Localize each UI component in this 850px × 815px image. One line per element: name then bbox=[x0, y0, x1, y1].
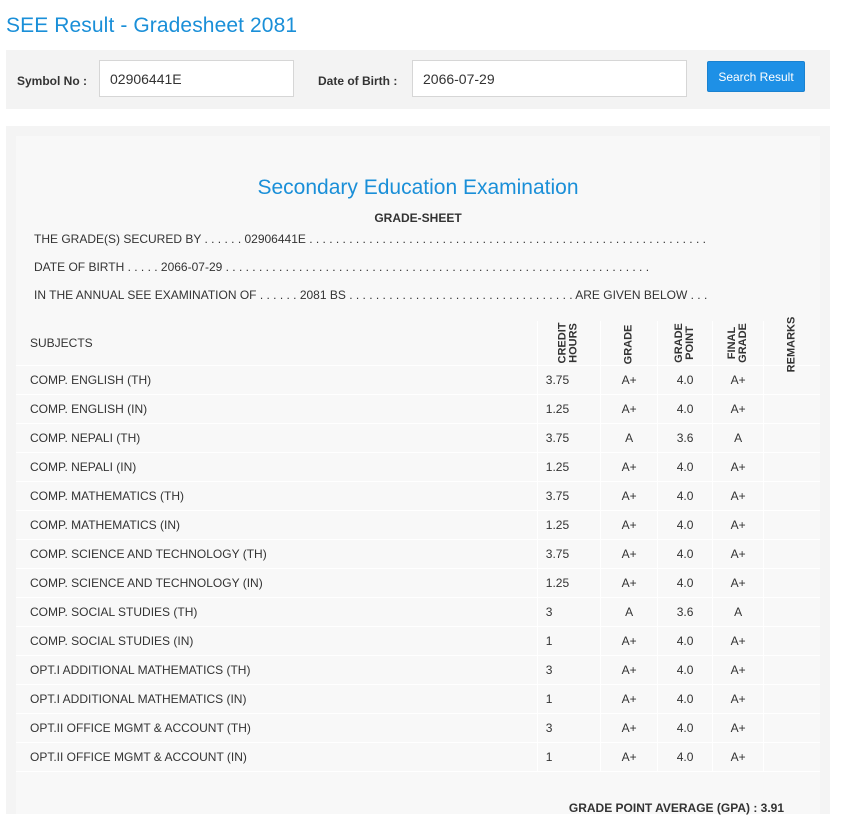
grade-point-cell: 4.0 bbox=[658, 685, 712, 714]
subject-cell: OPT.II OFFICE MGMT & ACCOUNT (TH) bbox=[16, 714, 537, 743]
table-row bbox=[16, 598, 820, 627]
grade-point-cell: 4.0 bbox=[658, 714, 712, 743]
credit-hours-cell: 1.25 bbox=[537, 569, 600, 598]
subject-cell: COMP. ENGLISH (IN) bbox=[16, 395, 537, 424]
table-row bbox=[16, 743, 820, 772]
remarks-cell bbox=[764, 511, 820, 540]
page-title: SEE Result - Gradesheet 2081 bbox=[6, 14, 298, 37]
grade-cell: A+ bbox=[600, 569, 657, 598]
final-grade-cell: A+ bbox=[712, 511, 764, 540]
gradesheet-panel bbox=[6, 126, 830, 814]
final-grade-cell: A+ bbox=[712, 395, 764, 424]
subject-cell: COMP. NEPALI (IN) bbox=[16, 453, 537, 482]
final-grade-cell: A+ bbox=[712, 482, 764, 511]
grade-cell: A+ bbox=[600, 627, 657, 656]
final-grade-cell: A+ bbox=[712, 685, 764, 714]
grade-point-cell: 4.0 bbox=[658, 627, 712, 656]
grade-cell: A+ bbox=[600, 511, 657, 540]
header-credit-hours-cell bbox=[537, 321, 600, 366]
credit-hours-cell: 3.75 bbox=[537, 366, 600, 395]
grade-cell: A bbox=[600, 424, 657, 453]
symbol-label: Symbol No : bbox=[17, 74, 88, 88]
final-grade-cell: A bbox=[712, 424, 764, 453]
subject-cell: COMP. SOCIAL STUDIES (TH) bbox=[16, 598, 537, 627]
date-of-birth-line: DATE OF BIRTH . . . . . 2066-07-29 . . . . . . . . . . . . . . . . . . . . . . . . . . . . . . . . . . . . . . . . . . . . . . . . . . . . . . . . . . . . . . . . bbox=[34, 260, 650, 274]
grade-point-cell: 4.0 bbox=[658, 540, 712, 569]
grade-point-cell: 4.0 bbox=[658, 743, 712, 772]
grade-point-cell: 4.0 bbox=[658, 511, 712, 540]
grade-cell: A+ bbox=[600, 540, 657, 569]
grade-point-cell: 4.0 bbox=[658, 482, 712, 511]
remarks-cell bbox=[764, 743, 820, 772]
examination-line: IN THE ANNUAL SEE EXAMINATION OF . . . . . . 2081 BS . . . . . . . . . . . . . . . . . . . . . . . . . . . . . . . . . . ARE GIVEN BELOW . . . bbox=[34, 288, 708, 302]
grade-point-cell: 4.0 bbox=[658, 453, 712, 482]
header-final-grade-cell bbox=[712, 321, 764, 366]
gpa-summary: GRADE POINT AVERAGE (GPA) : 3.91 bbox=[568, 801, 784, 815]
exam-title: Secondary Education Examination bbox=[257, 176, 579, 199]
remarks-cell bbox=[764, 424, 820, 453]
grade-point-cell: 4.0 bbox=[658, 656, 712, 685]
credit-hours-cell: 1 bbox=[537, 685, 600, 714]
header-remarks-cell bbox=[764, 316, 820, 373]
grade-point-cell: 3.6 bbox=[658, 424, 712, 453]
header-remarks: REMARKS bbox=[785, 316, 798, 373]
grades-table bbox=[16, 316, 820, 772]
final-grade-cell: A+ bbox=[712, 743, 764, 772]
table-row bbox=[16, 569, 820, 598]
credit-hours-cell: 3 bbox=[537, 656, 600, 685]
symbol-number-input[interactable] bbox=[99, 60, 294, 97]
grade-point-cell: 4.0 bbox=[658, 395, 712, 424]
grade-cell: A+ bbox=[600, 482, 657, 511]
final-grade-cell: A+ bbox=[712, 453, 764, 482]
grade-point-cell: 4.0 bbox=[658, 366, 712, 395]
header-final-grade: FINAL GRADE bbox=[726, 323, 750, 363]
table-header-row bbox=[16, 321, 820, 366]
header-grade-cell bbox=[600, 321, 657, 366]
subject-cell: COMP. MATHEMATICS (IN) bbox=[16, 511, 537, 540]
grade-cell: A+ bbox=[600, 395, 657, 424]
remarks-cell bbox=[764, 714, 820, 743]
grade-cell: A+ bbox=[600, 366, 657, 395]
header-grade: GRADE bbox=[622, 324, 635, 365]
subject-cell: COMP. SCIENCE AND TECHNOLOGY (TH) bbox=[16, 540, 537, 569]
table-row bbox=[16, 656, 820, 685]
search-result-button[interactable]: Search Result bbox=[707, 61, 805, 92]
remarks-cell bbox=[764, 569, 820, 598]
credit-hours-cell: 1 bbox=[537, 627, 600, 656]
secured-by-line: THE GRADE(S) SECURED BY . . . . . . 02906441E . . . . . . . . . . . . . . . . . . . . . . . . . . . . . . . . . . . . . . . . . . . . . . . . . . . . . . . . . . . . bbox=[34, 232, 706, 246]
remarks-cell bbox=[764, 656, 820, 685]
remarks-cell bbox=[764, 482, 820, 511]
subject-cell: OPT.I ADDITIONAL MATHEMATICS (TH) bbox=[16, 656, 537, 685]
subject-cell: COMP. ENGLISH (TH) bbox=[16, 366, 537, 395]
header-grade-point: GRADE POINT bbox=[673, 323, 697, 363]
final-grade-cell: A+ bbox=[712, 714, 764, 743]
grade-cell: A+ bbox=[600, 685, 657, 714]
credit-hours-cell: 1.25 bbox=[537, 511, 600, 540]
search-form bbox=[6, 50, 830, 109]
remarks-cell bbox=[764, 540, 820, 569]
credit-hours-cell: 3.75 bbox=[537, 482, 600, 511]
table-row bbox=[16, 366, 820, 395]
credit-hours-cell: 3 bbox=[537, 714, 600, 743]
grade-cell: A+ bbox=[600, 714, 657, 743]
header-grade-point-cell bbox=[658, 321, 712, 366]
table-row bbox=[16, 714, 820, 743]
final-grade-cell: A+ bbox=[712, 627, 764, 656]
dob-label: Date of Birth : bbox=[318, 74, 398, 88]
grade-cell: A+ bbox=[600, 656, 657, 685]
credit-hours-cell: 3.75 bbox=[537, 540, 600, 569]
remarks-cell bbox=[764, 685, 820, 714]
gradesheet bbox=[16, 136, 820, 814]
date-of-birth-input[interactable] bbox=[412, 60, 687, 97]
grade-cell: A bbox=[600, 598, 657, 627]
credit-hours-cell: 1 bbox=[537, 743, 600, 772]
grade-point-cell: 4.0 bbox=[658, 569, 712, 598]
remarks-cell bbox=[764, 395, 820, 424]
subject-cell: COMP. SOCIAL STUDIES (IN) bbox=[16, 627, 537, 656]
table-row bbox=[16, 482, 820, 511]
gradesheet-subtitle: GRADE-SHEET bbox=[374, 211, 462, 225]
final-grade-cell: A bbox=[712, 598, 764, 627]
subject-cell: OPT.I ADDITIONAL MATHEMATICS (IN) bbox=[16, 685, 537, 714]
table-row bbox=[16, 395, 820, 424]
table-row bbox=[16, 540, 820, 569]
table-row bbox=[16, 511, 820, 540]
grade-cell: A+ bbox=[600, 453, 657, 482]
subject-cell: OPT.II OFFICE MGMT & ACCOUNT (IN) bbox=[16, 743, 537, 772]
table-row bbox=[16, 453, 820, 482]
credit-hours-cell: 1.25 bbox=[537, 453, 600, 482]
final-grade-cell: A+ bbox=[712, 540, 764, 569]
remarks-cell bbox=[764, 453, 820, 482]
credit-hours-cell: 3 bbox=[537, 598, 600, 627]
final-grade-cell: A+ bbox=[712, 569, 764, 598]
grade-cell: A+ bbox=[600, 743, 657, 772]
final-grade-cell: A+ bbox=[712, 656, 764, 685]
table-row bbox=[16, 627, 820, 656]
remarks-cell bbox=[764, 598, 820, 627]
table-row bbox=[16, 685, 820, 714]
header-credit-hours: CREDIT HOURS bbox=[556, 322, 580, 364]
grade-point-cell: 3.6 bbox=[658, 598, 712, 627]
subject-cell: COMP. MATHEMATICS (TH) bbox=[16, 482, 537, 511]
credit-hours-cell: 3.75 bbox=[537, 424, 600, 453]
subject-cell: COMP. NEPALI (TH) bbox=[16, 424, 537, 453]
table-row bbox=[16, 424, 820, 453]
header-subjects: SUBJECTS bbox=[16, 321, 537, 366]
remarks-cell bbox=[764, 627, 820, 656]
subject-cell: COMP. SCIENCE AND TECHNOLOGY (IN) bbox=[16, 569, 537, 598]
credit-hours-cell: 1.25 bbox=[537, 395, 600, 424]
final-grade-cell: A+ bbox=[712, 366, 764, 395]
